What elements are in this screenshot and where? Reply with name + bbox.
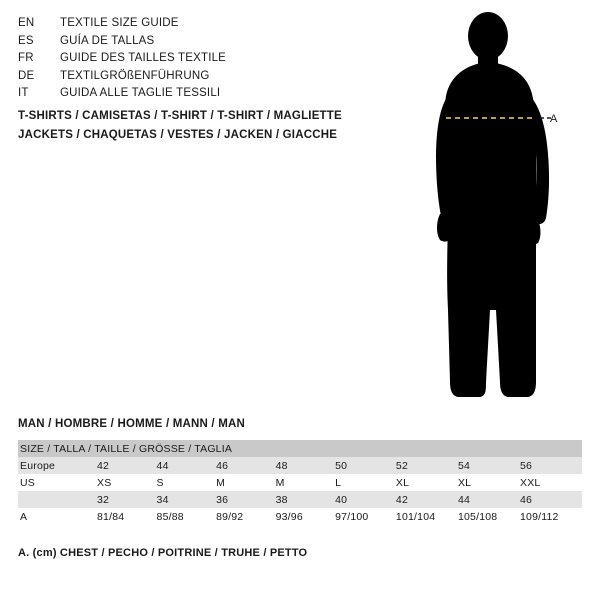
language-code: IT	[18, 87, 29, 99]
cell: XL	[396, 474, 458, 491]
body-figure	[400, 10, 600, 410]
cell: XL	[458, 474, 520, 491]
row-label	[18, 491, 97, 508]
language-row	[18, 35, 378, 53]
cell: 93/96	[276, 508, 336, 525]
cell: 40	[335, 491, 396, 508]
language-text: TEXTILGRÖßENFÜHRUNG	[60, 69, 210, 82]
cell: 36	[216, 491, 276, 508]
category-jackets: JACKETS / CHAQUETAS / VESTES / JACKEN / GIACCHE	[18, 129, 338, 141]
cell: L	[335, 474, 396, 491]
cell: 42	[97, 457, 157, 474]
cell: 42	[396, 491, 458, 508]
language-row	[18, 70, 378, 88]
cell: XS	[97, 474, 157, 491]
cell: 85/88	[157, 508, 217, 525]
cell: 81/84	[97, 508, 157, 525]
cell: XXL	[520, 474, 582, 491]
row-label: Europe	[18, 457, 97, 474]
cell: 44	[458, 491, 520, 508]
cell: 97/100	[335, 508, 396, 525]
language-code: ES	[18, 34, 34, 47]
cell: 48	[276, 457, 336, 474]
cell: 44	[157, 457, 217, 474]
language-text: GUIDE DES TAILLES TEXTILE	[60, 52, 227, 64]
cell: 46	[520, 491, 582, 508]
language-legend	[18, 17, 378, 105]
category-tshirts: T-SHIRTS / CAMISETAS / T-SHIRT / T-SHIRT / MAGLIETTE	[18, 110, 342, 122]
cell: 32	[97, 491, 157, 508]
language-code: DE	[18, 69, 35, 82]
cell: 38	[276, 491, 336, 508]
cell: 105/108	[458, 508, 520, 525]
cell: 101/104	[396, 508, 458, 525]
row-label: A	[18, 508, 97, 525]
table-header-label: SIZE / TALLA / TAILLE / GRÖSSE / TAGLIA	[18, 440, 582, 457]
measure-label-a: A	[550, 113, 558, 125]
language-text: TEXTILE SIZE GUIDE	[60, 17, 179, 29]
cell: 89/92	[216, 508, 276, 525]
language-code: EN	[18, 17, 35, 29]
language-row	[18, 17, 378, 35]
language-row	[18, 52, 378, 70]
language-row	[18, 87, 378, 105]
language-code: FR	[18, 52, 34, 64]
cell: 54	[458, 457, 520, 474]
row-label: US	[18, 474, 97, 491]
cell: 52	[396, 457, 458, 474]
table-row	[18, 508, 582, 525]
cell: 46	[216, 457, 276, 474]
table-row	[18, 474, 582, 491]
table-row	[18, 457, 582, 474]
cell: 50	[335, 457, 396, 474]
cell: M	[216, 474, 276, 491]
cell: 34	[157, 491, 217, 508]
table-header-row	[18, 440, 582, 457]
size-table	[18, 440, 582, 525]
cell: M	[276, 474, 336, 491]
cell: S	[157, 474, 217, 491]
language-text: GUIDA ALLE TAGLIE TESSILI	[60, 87, 221, 99]
cell: 56	[520, 457, 582, 474]
cell: 109/112	[520, 508, 582, 525]
male-silhouette-icon	[400, 10, 600, 410]
table-row	[18, 491, 582, 508]
language-text: GUÍA DE TALLAS	[60, 34, 155, 47]
table-title: MAN / HOMBRE / HOMME / MANN / MAN	[18, 418, 246, 430]
garment-categories	[18, 110, 438, 148]
footnote: A. (cm) CHEST / PECHO / POITRINE / TRUHE / PETTO	[18, 547, 308, 559]
